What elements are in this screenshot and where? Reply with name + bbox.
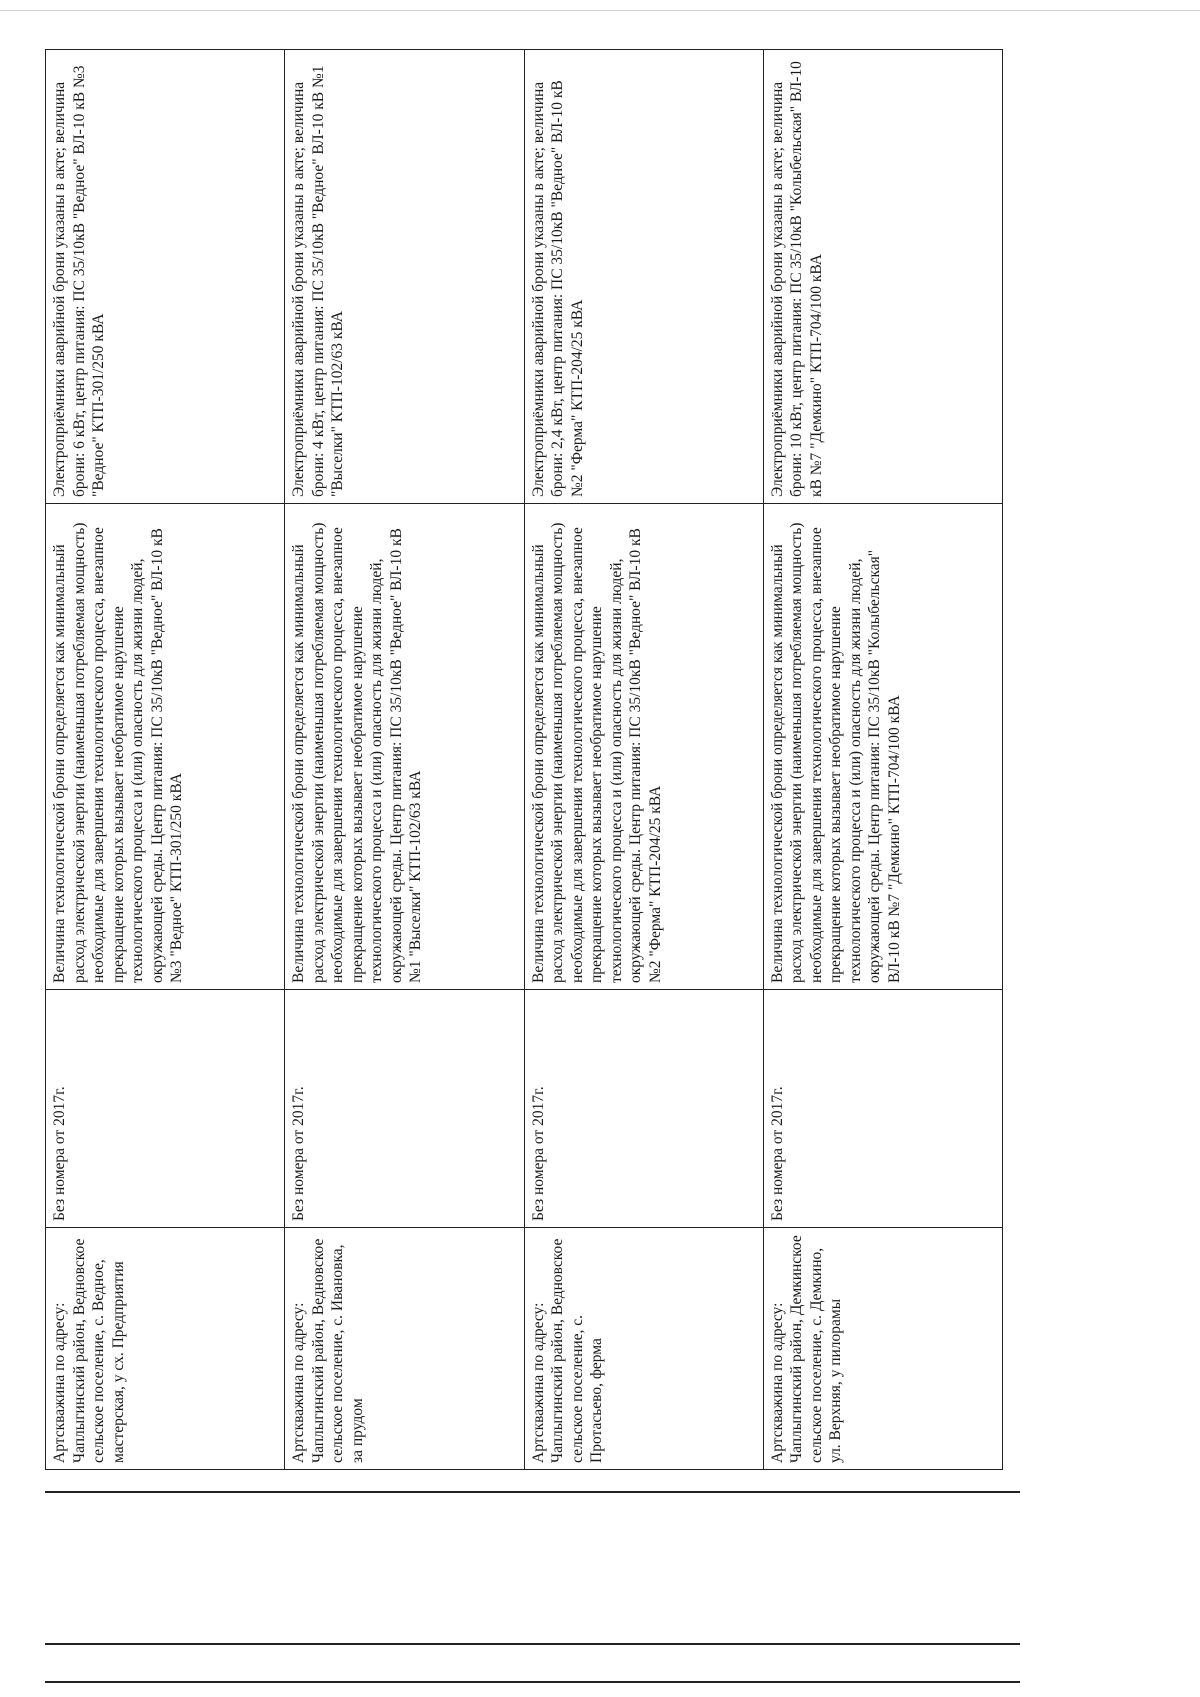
object-cell: Артскважина по адресу: Чаплыгинский район, Ведновское сельское поселение, с. Ивановка, за прудом bbox=[285, 1228, 524, 1470]
signature-line bbox=[45, 1491, 1020, 1493]
table-row bbox=[524, 50, 763, 1470]
act-cell: Без номера от 2017г. bbox=[763, 990, 1002, 1228]
tech-reserve-cell: Величина технологической брони определяется как минимальный расход электрической энергии (наименьшая потребляемая мощность) необходимые для завершения технологического процесса, внезапное прекращение которых вызывает необратимое нарушение технологического процесса и (или) опасность для жизни людей, окружающей среды. Центр питания: ПС 35/10кВ "Ведное" ВЛ-10 кВ №2 "Ферма" КТП-204/25 кВА bbox=[524, 504, 763, 990]
act-cell: Без номера от 2017г. bbox=[285, 990, 524, 1228]
signature-line bbox=[45, 1643, 1020, 1645]
tech-reserve-cell: Величина технологической брони определяется как минимальный расход электрической энергии (наименьшая потребляемая мощность) необходимые для завершения технологического процесса, внезапное прекращение которых вызывает необратимое нарушение технологического процесса и (или) опасность для жизни людей, окружающей среды. Центр питания: ПС 35/10кВ "Ведное" ВЛ-10 кВ №3 "Ведное" КТП-301/250 кВА bbox=[46, 504, 285, 990]
rotated-table-container bbox=[45, 50, 1003, 1470]
emergency-reserve-cell: Электроприёмники аварийной брони указаны в акте; величина брони: 4 кВт, центр питания: ПС 35/10кВ "Ведное" ВЛ-10 кВ №1 "Выселки" КТП-102/63 кВА bbox=[285, 50, 524, 504]
object-cell: Артскважина по адресу: Чаплыгинский район, Ведновское сельское поселение, с. Протасьево, ферма bbox=[524, 1228, 763, 1470]
emergency-reserve-cell: Электроприёмники аварийной брони указаны в акте; величина брони: 10 кВт, центр питания: ПС 35/10кВ "Колыбельская" ВЛ-10 кВ №7 "Демкино" КТП-704/100 кВА bbox=[763, 50, 1002, 504]
table-row bbox=[763, 50, 1002, 1470]
signature-line bbox=[45, 1681, 1020, 1683]
power-reserve-table bbox=[45, 49, 1003, 1470]
table-row bbox=[285, 50, 524, 1470]
object-cell: Артскважина по адресу: Чаплыгинский район, Демкинское сельское поселение, с. Демкино, ул. Верхняя, у пилорамы bbox=[763, 1228, 1002, 1470]
object-cell: Артскважина по адресу: Чаплыгинский район, Ведновское сельское поселение, с. Ведное, мастерская, у сх. Предприятия bbox=[46, 1228, 285, 1470]
act-cell: Без номера от 2017г. bbox=[46, 990, 285, 1228]
scan-edge-line bbox=[0, 10, 1200, 11]
emergency-reserve-cell: Электроприёмники аварийной брони указаны в акте; величина брони: 6 кВт, центр питания: ПС 35/10кВ "Ведное" ВЛ-10 кВ №3 "Ведное" КТП-301/250 кВА bbox=[46, 50, 285, 504]
tech-reserve-cell: Величина технологической брони определяется как минимальный расход электрической энергии (наименьшая потребляемая мощность) необходимые для завершения технологического процесса, внезапное прекращение которых вызывает необратимое нарушение технологического процесса и (или) опасность для жизни людей, окружающей среды. Центр питания: ПС 35/10кВ "Колыбельская" ВЛ-10 кВ №7 "Демкино" КТП-704/100 кВА bbox=[763, 504, 1002, 990]
emergency-reserve-cell: Электроприёмники аварийной брони указаны в акте; величина брони: 2,4 кВт, центр питания: ПС 35/10кВ "Ведное" ВЛ-10 кВ №2 "Ферма" КТП-204/25 кВА bbox=[524, 50, 763, 504]
tech-reserve-cell: Величина технологической брони определяется как минимальный расход электрической энергии (наименьшая потребляемая мощность) необходимые для завершения технологического процесса, внезапное прекращение которых вызывает необратимое нарушение технологического процесса и (или) опасность для жизни людей, окружающей среды. Центр питания: ПС 35/10кВ "Ведное" ВЛ-10 кВ №1 "Выселки" КТП-102/63 кВА bbox=[285, 504, 524, 990]
table-row bbox=[46, 50, 285, 1470]
act-cell: Без номера от 2017г. bbox=[524, 990, 763, 1228]
